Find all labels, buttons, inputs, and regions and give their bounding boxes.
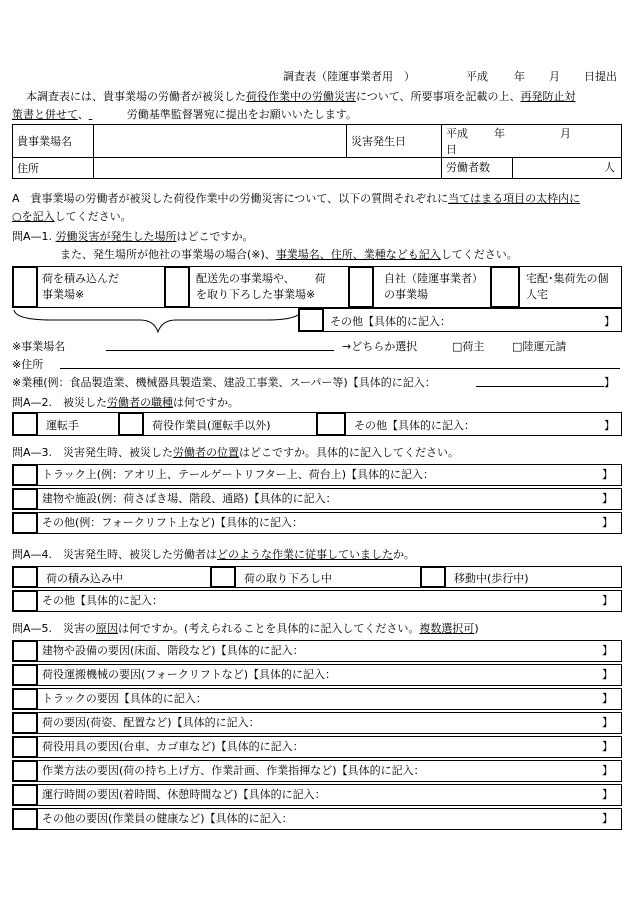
bracket-end: 】 [602,668,613,681]
q3-option-text: トラック上(例：アオリ上、テールゲートリフター上、荷台上)【具体的に記入： [42,468,435,481]
q3-option-field[interactable] [38,488,622,510]
q3-option-row [12,488,622,510]
q5-option-text: その他の要因(作業員の健康など)【具体的に記入： [42,812,293,825]
q3-emphasis: 労働者の位置 [173,446,240,459]
bracket-end: 】 [602,692,613,705]
bracket-end: 】 [602,812,613,825]
q5-option-row [12,688,622,710]
q2-other-label: その他【具体的に記入： [354,419,475,432]
q5-text: ) [474,622,479,635]
q4-checkbox-other[interactable] [12,590,38,612]
q4-other-field[interactable] [38,590,622,612]
q1-label [12,228,254,244]
header-era: 平成 [466,70,488,83]
section-a-text: してください。 [54,210,132,223]
q3-option-row [12,464,622,486]
q5-emphasis: 原因 [96,622,119,635]
option-text: 人宅 [526,288,548,301]
section-a-emphasis: ○を記入 [12,210,55,223]
q3-option-text: その他(例：フォークリフト上など)【具体的に記入： [42,516,304,529]
q5-label [12,620,479,636]
q3-checkbox[interactable] [12,464,38,486]
intro-text: について、所要事項を記載の上、 [356,90,521,103]
q2-option-driver: 運転手 [46,419,79,432]
q5-option-field[interactable] [38,664,622,686]
option-text: 宅配･集荷先の個 [526,272,609,285]
q3-text: 問A—3. 災害発生時、被災した [12,446,174,459]
q5-checkbox[interactable] [12,640,38,662]
intro-line-1 [26,88,576,104]
intro-text: 本調査表には、貴事業場の労働者が被災した [26,90,246,103]
option-text: 荷 [314,272,326,285]
bracket-end: 】 [602,788,613,801]
intro-emphasis: 再発防止対 [520,90,576,103]
q4-option-moving: 移動中(歩行中) [454,572,529,585]
office-input[interactable] [94,125,347,158]
q1-office-name-line[interactable] [106,350,334,351]
q4-label [12,546,415,562]
q4-option-unloading: 荷の取り下ろし中 [244,572,332,585]
q3-checkbox[interactable] [12,488,38,510]
q1-industry-line[interactable] [476,386,604,387]
q3-option-row [12,512,622,534]
q5-option-field[interactable] [38,736,622,758]
q2-other-end: 】 [604,419,615,432]
office-label: 貴事業場名 [13,125,94,158]
q5-option-text: 作業方法の要因(荷の持ち上げ方、作業計画、作業指揮など)【具体的に記入： [42,764,425,777]
q5-option-text: 荷役運搬機械の要因(フォークリフトなど)【具体的に記入： [42,668,337,681]
q5-option-text: 建物や設備の要因(床面、階段など)【具体的に記入： [42,644,304,657]
option-text: を取り下ろした事業場※ [196,288,316,301]
q5-checkbox[interactable] [12,760,38,782]
q1-option-home [526,271,609,303]
q5-option-field[interactable] [38,640,622,662]
q3-option-field[interactable] [38,464,622,486]
q2-text: は何ですか。 [173,396,240,409]
intro-emphasis: 荷役作業中の労働災害 [246,90,356,103]
office-name-blank[interactable] [89,108,127,121]
q5-option-text: 運行時間の要因(着時間、休憩時間など)【具体的に記入： [42,788,326,801]
q2-checkbox-cargo-worker[interactable] [118,412,144,436]
date-month: 月 [560,127,571,140]
bracket-end: 】 [602,740,613,753]
q1-checkbox-loading-site[interactable] [12,266,38,308]
bracket-end: 】 [602,764,613,777]
q1-emphasis: 事業場名、住所、業種なども記入 [275,248,441,261]
q3-checkbox[interactable] [12,512,38,534]
q4-checkbox-moving[interactable] [420,566,446,588]
q1-checkbox-other[interactable] [298,308,324,332]
q2-checkbox-driver[interactable] [12,412,38,436]
intro-text: 労働基準監督署宛に提出をお願いいたします。 [126,108,357,121]
option-text: 荷を積み込んだ [42,272,119,285]
q1-address-line[interactable] [60,368,620,369]
bracket-end: 】 [602,716,613,729]
q4-checkbox-loading[interactable] [12,566,38,588]
q1-shipper-checkbox[interactable]: □荷主 [452,340,485,353]
option-text: 配送先の事業場や、 [196,272,295,285]
q5-checkbox[interactable] [12,712,38,734]
q5-option-field[interactable] [38,688,622,710]
q5-option-field[interactable] [38,760,622,782]
q1-checkbox-delivery-site[interactable] [164,266,190,308]
address-label: 住所 [13,158,94,179]
q2-label [12,394,239,410]
q1-text: してください。 [440,248,518,261]
q1-carrier-checkbox[interactable]: □陸運元請 [512,340,567,353]
q1-text: また、発生場所が他社の事業場の場合(※)、 [60,248,276,261]
intro-emphasis: 策書と併せて [12,108,78,121]
q1-sub [60,246,518,262]
section-a-intro-2 [12,208,132,224]
q1-other-end: 】 [604,315,615,328]
q4-other-row [12,590,622,612]
q5-option-row [12,736,622,758]
workers-label: 労働者数 [442,158,513,178]
q3-text: はどこですか。具体的に記入してください。 [239,446,460,459]
q1-checkbox-own-site[interactable] [348,266,374,308]
section-a-text: A 貴事業場の労働者が被災した荷役作業中の労働災害について、以下の質問それぞれに [12,192,449,205]
q2-emphasis: 労働者の職種 [107,396,174,409]
q1-option-own-site [384,271,483,303]
option-text: 事業場※ [42,288,85,301]
q5-checkbox[interactable] [12,664,38,686]
bracket-end: 】 [602,594,613,607]
date-year: 年 [494,127,505,140]
basic-info-table [12,124,622,179]
q5-option-row [12,712,622,734]
section-a-intro-1 [12,190,580,206]
q1-office-name-label: ※事業場名 [12,340,66,353]
workers-cell [442,158,622,179]
q1-option-loading-site [42,271,119,303]
q3-label [12,444,459,460]
q1-industry-label: ※業種(例：食品製造業、機械器具製造業、建設工事業、スーパー等)【具体的に記入： [12,376,436,389]
q5-option-field[interactable] [38,808,622,830]
q5-checkbox[interactable] [12,808,38,830]
q4-text: 問A—4. 災害発生時、被災した労働者は [12,548,218,561]
q5-option-row [12,808,622,830]
bracket-end: 】 [602,492,613,505]
q5-option-row [12,784,622,806]
q5-option-field[interactable] [38,712,622,734]
q5-emphasis: 複数選択可 [419,622,475,635]
q1-industry-end: 】 [604,376,615,389]
q4-option-loading: 荷の積み込み中 [46,572,123,585]
q5-checkbox[interactable] [12,784,38,806]
q2-text: 問A—2. 被災した [12,396,108,409]
q3-option-text: 建物や施設(例：荷さばき場、階段、通路)【具体的に記入： [42,492,337,505]
date-input[interactable] [442,125,622,158]
brace-icon [12,308,312,336]
section-a-emphasis: 当てはまる項目の太枠内に [448,192,581,205]
header-month: 月 [549,70,560,83]
q5-text: 問A—5. 災害の [12,622,97,635]
q1-option-delivery-site [196,271,326,303]
intro-line-2 [12,106,357,122]
bracket-end: 】 [602,516,613,529]
q3-option-field[interactable] [38,512,622,534]
address-input[interactable] [94,158,442,179]
q5-option-row [12,664,622,686]
date-era: 平成 [446,127,468,140]
header-year: 年 [514,70,525,83]
q5-option-row [12,760,622,782]
q5-text: は何ですか。(考えられることを具体的に記入してください。 [118,622,420,635]
q1-text: はどこですか。 [176,230,254,243]
date-day: 日 [446,143,457,156]
q1-emphasis: 労働災害が発生した場所 [55,230,177,243]
bracket-end: 】 [602,644,613,657]
q4-text: か。 [393,548,416,561]
q1-other-label: その他【具体的に記入： [330,315,451,328]
q1-address-label: ※住所 [12,358,44,371]
form-title: 調査表（陸運事業者用 ） [283,70,415,83]
header-submit-day: 日提出 [584,70,617,83]
workers-unit: 人 [604,161,615,174]
q4-checkbox-unloading[interactable] [210,566,236,588]
q5-option-text: トラックの要因【具体的に記入： [42,692,207,705]
q5-option-field[interactable] [38,784,622,806]
intro-text: 、 [77,108,89,121]
option-text: の事業場 [384,288,428,301]
q4-emphasis: どのような作業に従事していました [217,548,394,561]
q1-checkbox-home[interactable] [490,266,520,308]
option-text: 自社（陸運事業者） [384,272,483,285]
q5-option-text: 荷の要因(荷姿、配置など)【具体的に記入： [42,716,260,729]
q5-checkbox[interactable] [12,688,38,710]
q2-option-cargo-worker: 荷役作業員(運転手以外) [152,419,271,432]
bracket-end: 】 [602,468,613,481]
q5-option-text: 荷役用具の要因(台車、カゴ車など)【具体的に記入： [42,740,304,753]
q1-choose: →どちらか選択 [342,340,418,353]
date-label: 災害発生日 [347,125,442,158]
q5-checkbox[interactable] [12,736,38,758]
q5-option-row [12,640,622,662]
q1-number: 問A—1. [12,230,53,243]
q2-checkbox-other[interactable] [316,412,346,436]
q4-other-text: その他【具体的に記入： [42,594,163,607]
